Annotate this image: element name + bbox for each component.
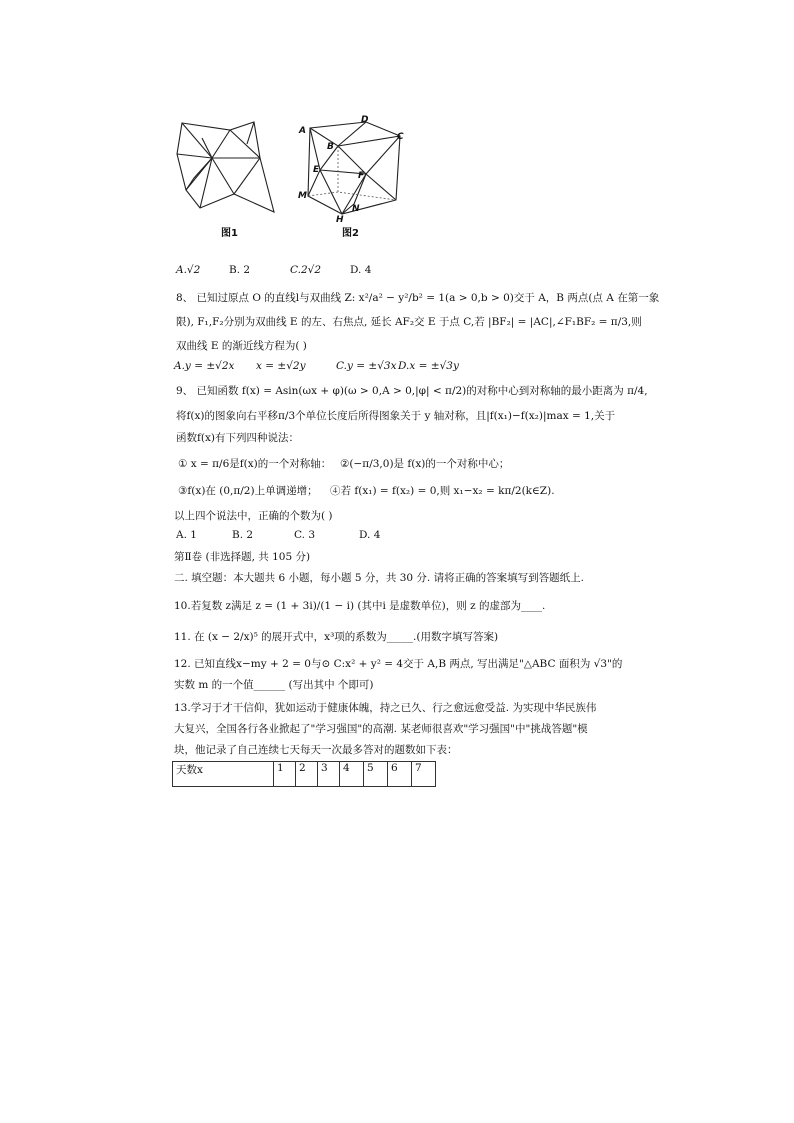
q9-statement-3: ③f(x)在 (0,π/2)上单调递增； — [178, 485, 318, 497]
q9-line-1: 9、 已知函数 f(x) = Asin(ωx + φ)(ω > 0,A > 0,|φ| < π/2)的对称中心到对称轴的最小距离为 π/4, — [176, 385, 648, 397]
q13-line-1: 13.学习于才干信仰，犹如运动于健康体魄，持之已久、行之愈远愈受益. 为实现中华民族伟 — [174, 702, 597, 714]
figure-1 — [172, 118, 287, 218]
q8-option-d: D.x = ±√3y — [398, 360, 459, 372]
table-cell: 4 — [340, 762, 364, 787]
q8-option-c: C.y = ±√3x — [336, 360, 397, 372]
figure-1-caption: 图1 — [221, 228, 238, 239]
q7-option-a: A.√2 — [176, 264, 201, 276]
label-N: N — [352, 204, 360, 214]
table-cell: 5 — [364, 762, 388, 787]
q9-line-2: 将f(x)的图象向右平移π/3个单位长度后所得图象关于 y 轴对称，且|f(x₁)−f(x₂)|max = 1,关于 — [176, 410, 616, 422]
label-A: A — [299, 126, 306, 136]
label-M: M — [298, 191, 307, 201]
q12-line-2: 实数 m 的一个值______ (写出其中 个即可) — [174, 679, 374, 691]
q9-option-b: B. 2 — [232, 529, 254, 541]
label-H: H — [336, 215, 344, 224]
table-cell: 7 — [412, 762, 436, 787]
q8-line-3: 双曲线 E 的渐近线方程为( ) — [176, 340, 307, 352]
q9-option-c: C. 3 — [294, 529, 316, 541]
q13-line-3: 块，他记录了自己连续七天每天一次最多答对的题数如下表： — [174, 744, 458, 756]
table-row — [173, 762, 436, 787]
figure-2 — [296, 112, 406, 224]
q9-statement-2: ②(−π/3,0)是 f(x)的一个对称中心； — [340, 458, 510, 470]
q7-option-b: B. 2 — [229, 264, 251, 276]
q9-statement-1: ① x = π/6是f(x)的一个对称轴： — [178, 458, 332, 470]
table-cell: 6 — [388, 762, 412, 787]
q7-option-d: D. 4 — [350, 264, 372, 276]
q11-text: 11. 在 (x − 2/x)⁵ 的展开式中，x³项的系数为_____.(用数字填写答案) — [174, 631, 499, 643]
label-E: E — [313, 165, 320, 175]
label-C: C — [397, 132, 404, 142]
q9-line-3: 函数f(x)有下列四种说法： — [176, 432, 300, 444]
label-F: F — [358, 171, 365, 181]
q9-line-4: 以上四个说法中，正确的个数为( ) — [174, 510, 333, 522]
label-B: B — [327, 142, 334, 152]
q8-line-2: 限), F₁,F₂分别为双曲线 E 的左、右焦点, 延长 AF₂交 E 于点 C,若 |BF₂| = |AC|,∠F₁BF₂ = π/3,则 — [176, 316, 642, 328]
q9-option-a: A. 1 — [176, 529, 197, 541]
label-D: D — [361, 115, 369, 125]
table-cell: 2 — [296, 762, 318, 787]
q13-table — [172, 761, 436, 787]
q10-text: 10.若复数 z满足 z = (1 + 3i)/(1 − i) (其中i 是虚数单位)，则 z 的虚部为____. — [174, 600, 546, 612]
q8-option-b: x = ±√2y — [256, 360, 306, 372]
part-2-heading: 第Ⅱ卷 (非选择题, 共 105 分) — [174, 551, 311, 563]
figure-2-caption: 图2 — [342, 228, 359, 239]
table-cell: 3 — [318, 762, 340, 787]
q9-statement-4: ④若 f(x₁) = f(x₂) = 0,则 x₁−x₂ = kπ/2(k∈Z). — [330, 485, 555, 497]
q13-line-2: 大复兴，全国各行各业掀起了"学习强国"的高潮. 某老师很喜欢"学习强国"中"挑战答题"模 — [174, 723, 588, 735]
q8-line-1: 8、 已知过原点 O 的直线l与双曲线 Z: x²/a² − y²/b² = 1(a > 0,b > 0)交于 A，B 两点(点 A 在第一象 — [176, 292, 660, 304]
q7-option-c: C.2√2 — [290, 264, 322, 276]
section-2-heading: 二. 填空题：本大题共 6 小题，每小题 5 分，共 30 分. 请将正确的答案填写到答题纸上. — [174, 572, 584, 584]
table-cell: 1 — [274, 762, 296, 787]
q12-line-1: 12. 已知直线x−my + 2 = 0与⊙ C:x² + y² = 4交于 A,B 两点, 写出满足"△ABC 面积为 √3"的 — [174, 658, 623, 670]
q8-option-a: A.y = ±√2x — [174, 360, 235, 372]
q9-option-d: D. 4 — [359, 529, 381, 541]
table-header-cell: 天数x — [173, 762, 274, 787]
